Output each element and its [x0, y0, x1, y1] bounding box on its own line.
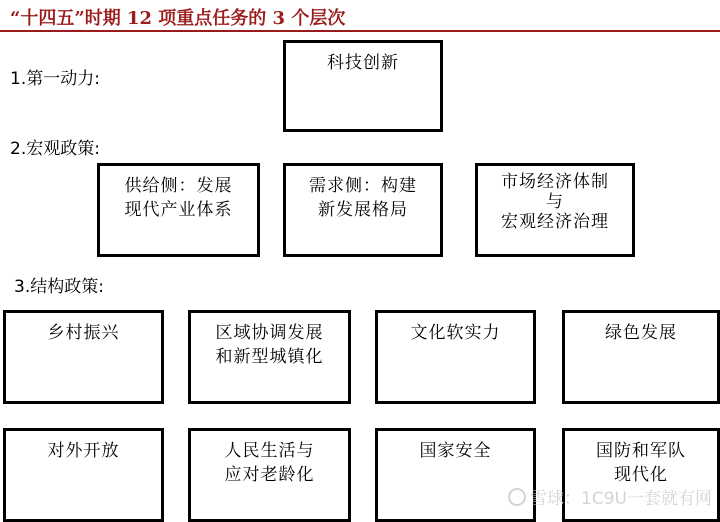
watermark-text: 雪球：1C9U一套就有网	[530, 489, 712, 509]
box-cultural-soft-power: 文化软实力	[375, 310, 536, 404]
box-market-economy: 市场经济体制 与 宏观经济治理	[475, 163, 635, 257]
diagram-title: “十四五”时期 12 项重点任务的 3 个层次	[10, 8, 346, 29]
box-opening-up: 对外开放	[3, 428, 164, 522]
box-livelihood-aging: 人民生活与 应对老龄化	[188, 428, 351, 522]
watermark	[508, 484, 712, 509]
box-green-development: 绿色发展	[562, 310, 720, 404]
section-label-macro-policy: 2.宏观政策:	[10, 139, 100, 159]
box-tech-innovation: 科技创新	[283, 40, 443, 132]
box-national-security: 国家安全	[375, 428, 536, 522]
box-demand-side: 需求侧：构建 新发展格局	[283, 163, 443, 257]
box-regional-development: 区域协调发展 和新型城镇化	[188, 310, 351, 404]
box-rural-revitalization: 乡村振兴	[3, 310, 164, 404]
section-label-structural-policy: 3.结构政策:	[14, 277, 104, 297]
box-defense-military: 国防和军队 现代化	[562, 428, 720, 522]
title-divider	[0, 30, 720, 32]
section-label-first-driver: 1.第一动力:	[10, 69, 100, 89]
snowball-logo-icon	[508, 488, 526, 506]
box-supply-side: 供给侧：发展 现代产业体系	[97, 163, 260, 257]
